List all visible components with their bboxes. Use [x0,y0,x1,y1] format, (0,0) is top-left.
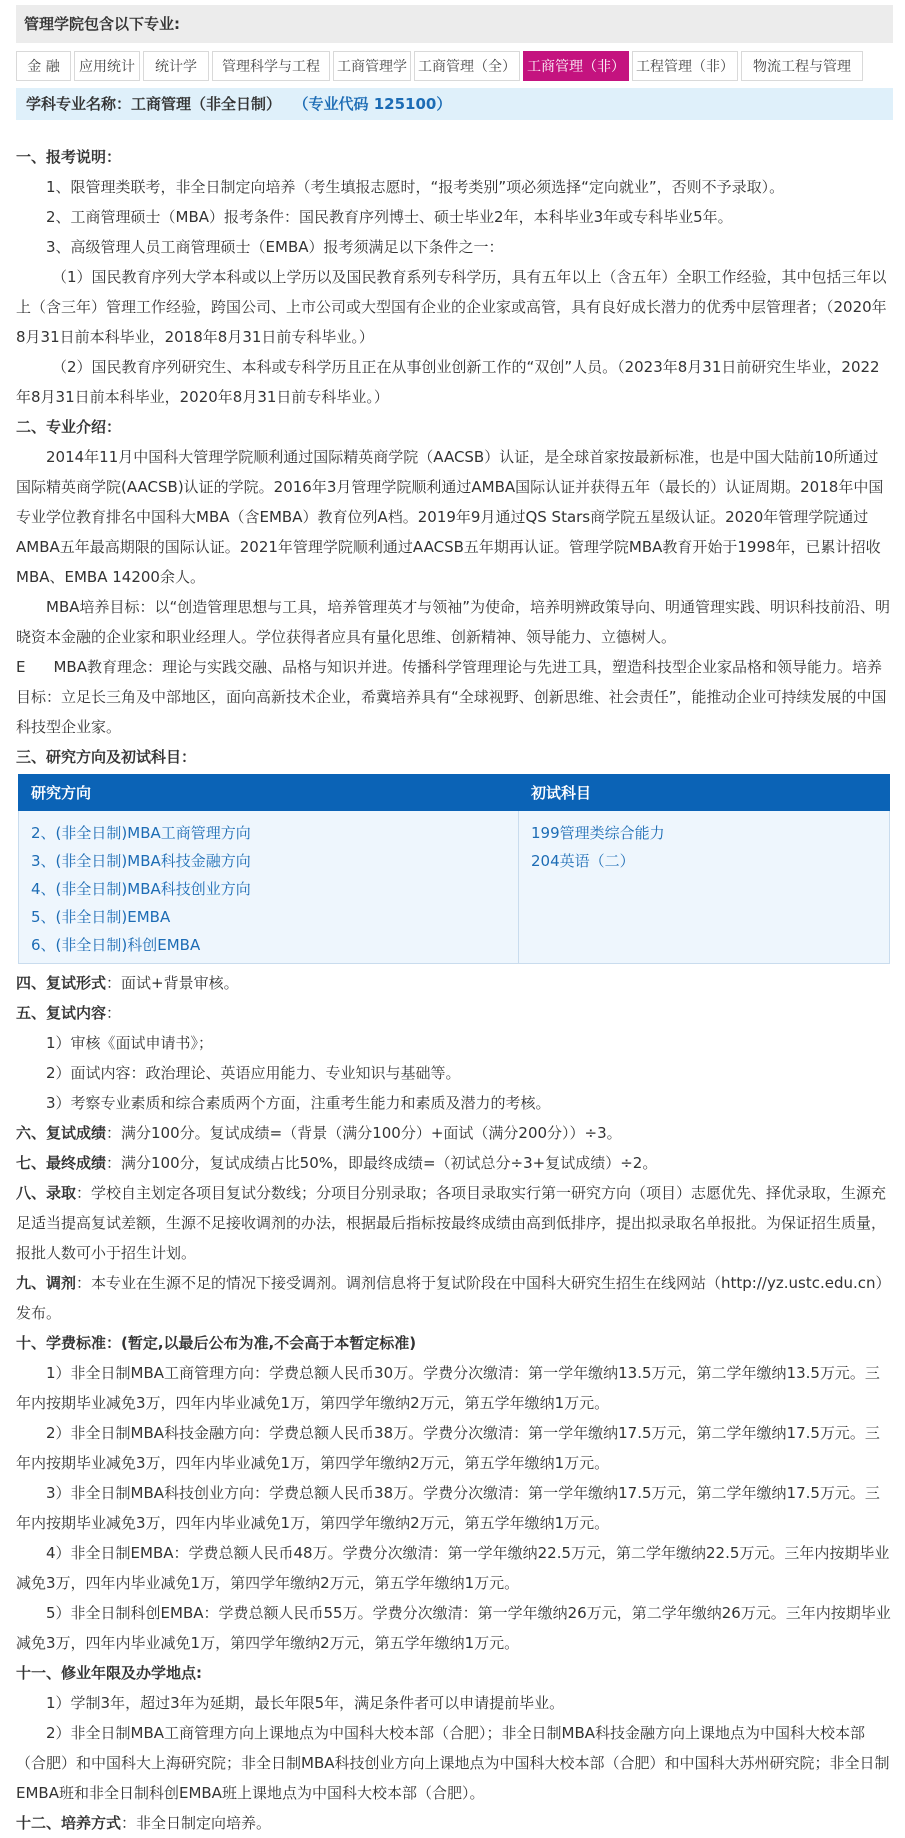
section-heading: 八、录取 [16,1184,77,1202]
paragraph: 2014年11月中国科大管理学院顺利通过国际精英商学院（AACSB）认证，是全球首家按最新标准，也是中国大陆前10所通过国际精英商学院(AACSB)认证的学院。2016年3月管理学院顺利通过AMBA国际认证并获得五年（最长的）认证周期。2018年中国专业学位教育排名中国科大MBA（含EMBA）教育位列A档。2019年9月通过QS Stars商学院五星级认证。2020年管理学院通过AMBA五年最高期限的国际认证。2021年管理学院顺利通过AACSB五年期再认证。管理学院MBA教育开始于1998年，已累计招收MBA、EMBA 14200余人。 [16,448,884,586]
subject-link[interactable]: 204英语（二） [531,852,635,870]
tab-statistics[interactable]: 统计学 [143,51,209,81]
direction-table [18,774,890,964]
direction-link[interactable]: 6、(非全日制)科创EMBA [31,936,201,954]
paragraph: （1）国民教育序列大学本科或以上学历以及国民教育系列专科学历，具有五年以上（含五年）全职工作经验，其中包括三年以上（含三年）管理工作经验，跨国公司、上市公司或大型国有企业的企业家或高管，具有良好成长潜力的优秀中层管理者；（2020年8月31日前本科毕业，2018年8月31日前专科毕业。） [16,268,887,346]
subject-link[interactable]: 199管理类综合能力 [531,824,665,842]
page-header [16,5,893,43]
section-heading: 三、研究方向及初试科目： [16,748,197,766]
section-line [16,1178,893,1268]
section-text: ：本专业在生源不足的情况下接受调剂。调剂信息将于复试阶段在中国科大研究生招生在线网站（http://yz.ustc.edu.cn）发布。 [16,1274,891,1322]
section-line [16,1148,893,1178]
section-line [16,1268,893,1328]
page [0,5,905,1832]
list-item: 5）非全日制科创EMBA：学费总额人民币55万。学费分次缴清：第一学年缴纳26万元，第二学年缴纳26万元。三年内按期毕业减免3万，四年内毕业减免1万，第四学年缴纳2万元，第五学年缴纳1万元。 [16,1604,891,1652]
section-heading: 六、复试成绩 [16,1124,107,1142]
major-title-bar [16,88,893,120]
directions-cell [19,811,519,964]
section-text: ：学校自主划定各项目复试分数线；分项目分别录取；各项目录取实行第一研究方向（项目）志愿优先、择优录取，生源充足适当提高复试差额，生源不足接收调剂的办法，根据最后指标按最终成绩由高到低排序，提出拟录取名单报批。为保证招生质量，报批人数可小于招生计划。 [16,1184,887,1262]
section-text: ：非全日制定向培养。 [121,1814,272,1832]
paragraph: 2、工商管理硕士（MBA）报考条件：国民教育序列博士、硕士毕业2年，本科毕业3年或专科毕业5年。 [46,208,733,226]
tab-finance[interactable]: 金 融 [16,51,71,81]
section-heading: 七、最终成绩 [16,1154,107,1172]
section-heading: 一、报考说明： [16,148,122,166]
section-text: ： [106,1004,122,1022]
direction-link[interactable]: 4、(非全日制)MBA科技创业方向 [31,880,251,898]
paragraph [16,652,893,742]
list-item: 1）非全日制MBA工商管理方向：学费总额人民币30万。学费分次缴清：第一学年缴纳13.5万元，第二学年缴纳13.5万元。三年内按期毕业减免3万，四年内毕业减免1万，第四学年缴纳2万元，第五学年缴纳1万元。 [16,1364,880,1412]
section-line [16,998,893,1028]
column-header: 初试科目 [519,775,890,811]
paragraph: MBA培养目标：以“创造管理思想与工具，培养管理英才与领袖”为使命，培养明辨政策导向、明通管理实践、明识科技前沿、明晓资本金融的企业家和职业经理人。学位获得者应具有量化思维、创新精神、领导能力、立德树人。 [16,598,891,646]
section-line [16,1808,893,1838]
direction-link[interactable]: 3、(非全日制)MBA科技金融方向 [31,852,251,870]
direction-link[interactable]: 5、(非全日制)EMBA [31,908,171,926]
header-title: 管理学院包含以下专业: [24,15,180,33]
section-heading: 四、复试形式 [16,974,107,992]
section-line [16,968,893,998]
section-heading: 十二、培养方式 [16,1814,122,1832]
list-item: 2）非全日制MBA工商管理方向上课地点为中国科大校本部（合肥）；非全日制MBA科技金融方向上课地点为中国科大校本部（合肥）和中国科大上海研究院；非全日制MBA科技创业方向上课地点为中国科大校本部（合肥）和中国科大苏州研究院；非全日制EMBA班和非全日制科创EMBA班上课地点为中国科大校本部（合肥）。 [16,1724,890,1802]
tab-business-administration[interactable]: 工商管理学 [333,51,411,81]
tab-logistics-engineering[interactable]: 物流工程与管理 [741,51,863,81]
section-text: ：面试+背景审核。 [106,974,239,992]
section-text: ：满分100分，复试成绩占比50%，即最终成绩=（初试总分÷3+复试成绩）÷2。 [106,1154,658,1172]
section-text: ：满分100分。复试成绩=（背景（满分100分）+面试（满分200分））÷3。 [106,1124,622,1142]
direction-link[interactable]: 2、(非全日制)MBA工商管理方向 [31,824,251,842]
list-item: 2）面试内容：政治理论、英语应用能力、专业知识与基础等。 [46,1064,461,1082]
paragraph: 1、限管理类联考，非全日制定向培养（考生填报志愿时，“报考类别”项必须选择“定向就业”，否则不予录取）。 [46,178,785,196]
list-item: 1）学制3年，超过3年为延期，最长年限5年，满足条件者可以申请提前毕业。 [46,1694,565,1712]
column-header: 研究方向 [19,775,519,811]
list-item: 2）非全日制MBA科技金融方向：学费总额人民币38万。学费分次缴清：第一学年缴纳17.5万元，第二学年缴纳17.5万元。三年内按期毕业减免3万，四年内毕业减免1万，第四学年缴纳2万元，第五学年缴纳1万元。 [16,1424,880,1472]
tab-applied-statistics[interactable]: 应用统计 [74,51,140,81]
paragraph: 3、高级管理人员工商管理硕士（EMBA）报考须满足以下条件之一： [46,238,504,256]
list-item: 1）审核《面试申请书》； [46,1034,214,1052]
tab-business-admin-fulltime[interactable]: 工商管理（全） [414,51,520,81]
section-heading: 十、学费标准：(暂定,以最后公布为准,不会高于本暂定标准) [16,1334,417,1352]
content [16,142,893,1838]
section-line [16,1118,893,1148]
tab-business-admin-parttime[interactable]: 工商管理（非） [523,51,629,81]
list-item: 4）非全日制EMBA：学费总额人民币48万。学费分次缴清：第一学年缴纳22.5万元，第二学年缴纳22.5万元。三年内按期毕业减免3万，四年内毕业减免1万，第四学年缴纳2万元，第五学年缴纳1万元。 [16,1544,890,1592]
section-heading: 五、复试内容 [16,1004,107,1022]
paragraph-prefix: E [16,658,26,676]
section-heading: 二、专业介绍： [16,418,122,436]
subjects-cell [519,811,890,964]
list-item: 3）非全日制MBA科技创业方向：学费总额人民币38万。学费分次缴清：第一学年缴纳17.5万元，第二学年缴纳17.5万元。三年内按期毕业减免3万，四年内毕业减免1万，第四学年缴纳2万元，第五学年缴纳1万元。 [16,1484,880,1532]
list-item: 3）考察专业素质和综合素质两个方面，注重考生能力和素质及潜力的考核。 [46,1094,551,1112]
major-code: （专业代码 125100） [301,95,452,113]
section-heading: 九、调剂 [16,1274,77,1292]
tab-management-science-engineering[interactable]: 管理科学与工程 [212,51,330,81]
major-name: 学科专业名称：工商管理（非全日制） [26,95,282,113]
major-tabs [16,51,893,81]
section-heading: 十一、修业年限及办学地点: [16,1664,202,1682]
tab-engineering-management-parttime[interactable]: 工程管理（非） [632,51,738,81]
paragraph: （2）国民教育序列研究生、本科或专科学历且正在从事创业创新工作的“双创”人员。（2023年8月31日前研究生毕业，2022年8月31日前本科毕业，2020年8月31日前专科毕业。） [16,358,880,406]
paragraph-text: MBA教育理念：理论与实践交融、品格与知识并进。传播科学管理理论与先进工具，塑造科技型企业家品格和领导能力。培养目标：立足长三角及中部地区，面向高新技术企业，希冀培养具有“全球视野、创新思维、社会责任”，能推动企业可持续发展的中国科技型企业家。 [16,658,887,736]
